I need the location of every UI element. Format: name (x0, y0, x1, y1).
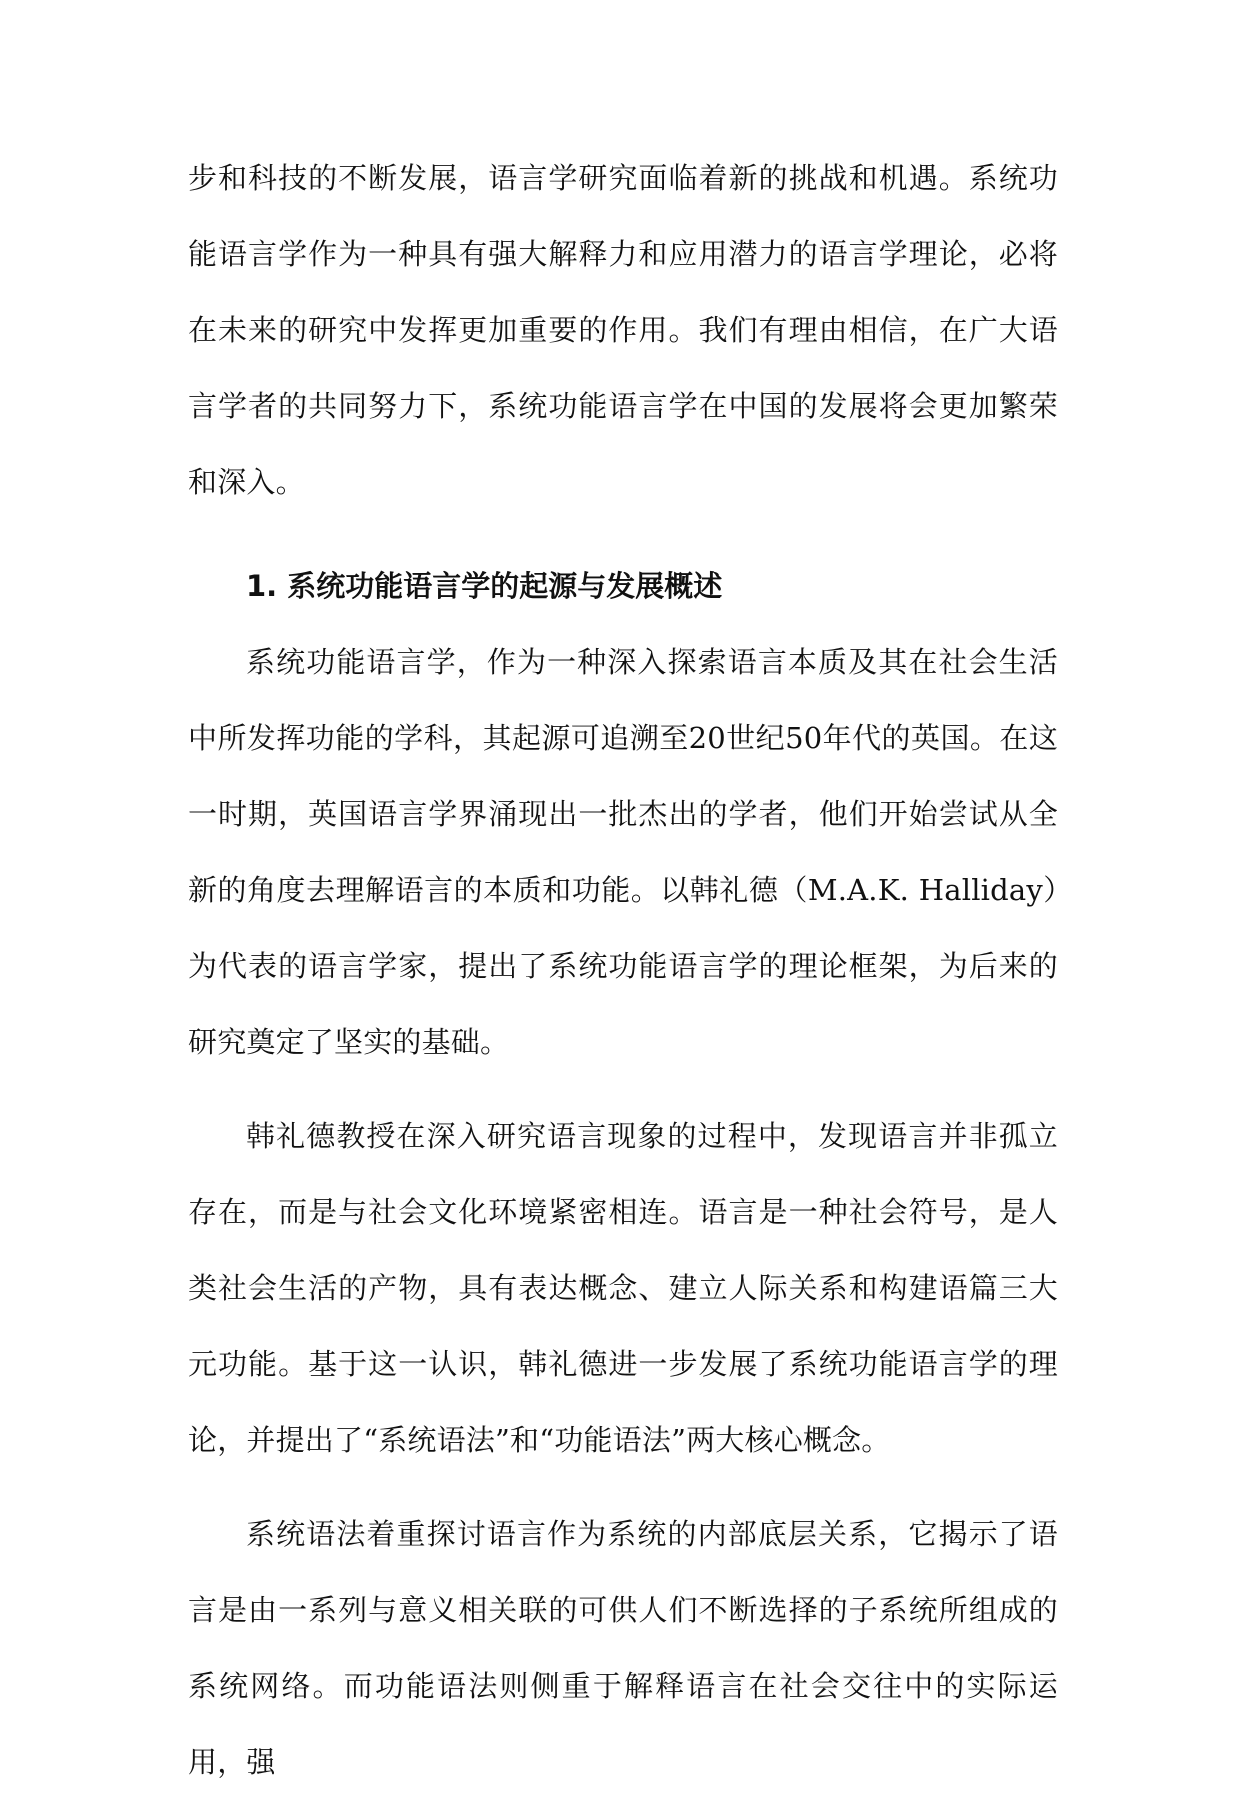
intro-paragraph: 步和科技的不断发展，语言学研究面临着新的挑战和机遇。系统功能语言学作为一种具有强大解释力和应用潜力的语言学理论，必将在未来的研究中发挥更加重要的作用。我们有理由相信，在广大语言学者的共同努力下，系统功能语言学在中国的发展将会更加繁荣和深入。 (188, 161, 1058, 499)
paragraph-halliday: 韩礼德教授在深入研究语言现象的过程中，发现语言并非孤立存在，而是与社会文化环境紧密相连。语言是一种社会符号，是人类社会生活的产物，具有表达概念、建立人际关系和构建语篇三大元功能。基于这一认识，韩礼德进一步发展了系统功能语言学的理论，并提出了“系统语法”和“功能语法”两大核心概念。 (188, 1119, 1058, 1457)
section-heading: 1. 系统功能语言学的起源与发展概述 (246, 569, 723, 603)
paragraph-systemic-grammar: 系统语法着重探讨语言作为系统的内部底层关系，它揭示了语言是由一系列与意义相关联的可供人们不断选择的子系统所组成的系统网络。而功能语法则侧重于解释语言在社会交往中的实际运用，强 (188, 1517, 1058, 1779)
document-body (188, 140, 1058, 1800)
paragraph-origin: 系统功能语言学，作为一种深入探索语言本质及其在社会生活中所发挥功能的学科，其起源可追溯至20世纪50年代的英国。在这一时期，英国语言学界涌现出一批杰出的学者，他们开始尝试从全新的角度去理解语言的本质和功能。以韩礼德（M.A.K. Halliday）为代表的语言学家，提出了系统功能语言学的理论框架，为后来的研究奠定了坚实的基础。 (188, 645, 1058, 1059)
